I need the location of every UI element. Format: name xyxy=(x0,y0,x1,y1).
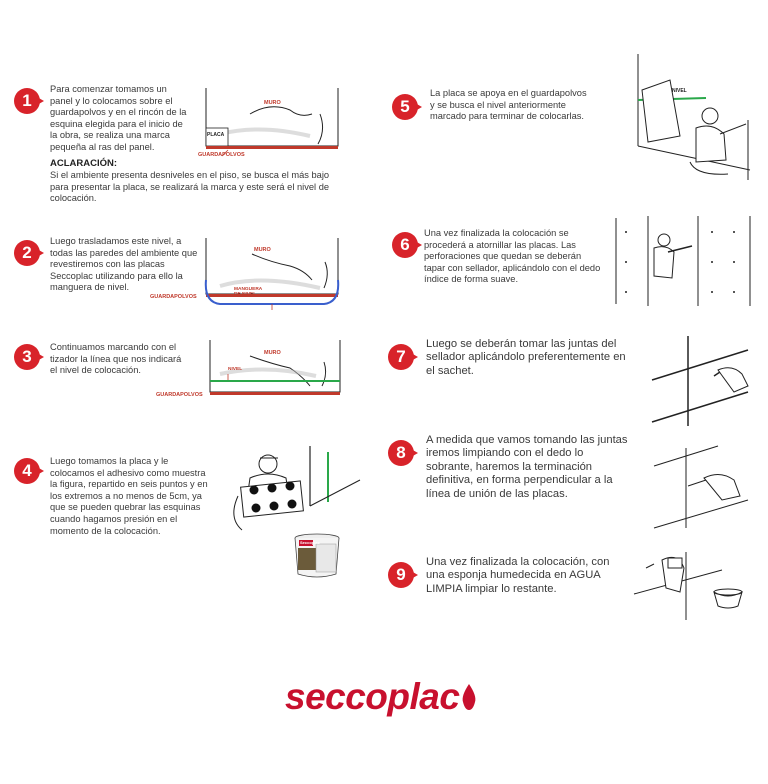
logo-drop-icon xyxy=(459,682,479,712)
illustration-sponge-cleaning xyxy=(632,548,752,624)
step-text: Luego se deberán tomar las juntas del sellador aplicándolo preferentemente en el sachet. xyxy=(426,338,626,377)
step-number-badge: 7 xyxy=(388,344,414,370)
step-text: Luego tomamos la placa y le colocamos el adhesivo como muestra la figura, repartido en seis puntos y en los extremos a no menos de 5cm, ya que se pueden quebrar las esquinas cuando hagamos presión en el momento de la colocación. xyxy=(50,456,208,536)
step-text: Luego trasladamos este nivel, a todas las paredes del ambiente que revestiremos con las placas Seccoplac utilizando para ello la manguera de nivel. xyxy=(50,236,198,293)
note-title: ACLARACIÓN: xyxy=(50,158,118,169)
illustration-wall-hose xyxy=(200,234,345,314)
label-muro: MURO xyxy=(264,100,281,106)
seccoplac-logo xyxy=(285,676,485,722)
illustration-wall-level xyxy=(206,336,346,398)
step-number-badge: 1 xyxy=(14,88,40,114)
label-guardapolvos: GUARDAPOLVOS xyxy=(156,392,203,398)
step-number-badge: 9 xyxy=(388,562,414,588)
step-text: Una vez finalizada la colocación se procederá a atornillar las placas. Las perforaciones que quedan se deberán tapar con sellador, aplicándolo con el dedo índice de forma suave. xyxy=(424,228,601,285)
illustration-adhesive-worker xyxy=(220,440,370,590)
label-guardapolvos: GUARDAPOLVOS xyxy=(198,152,245,158)
step-text: La placa se apoya en el guardapolvos y se busca el nivel anteriormente marcado para terminar de colocarlas. xyxy=(430,88,587,122)
label-muro: MURO xyxy=(254,247,271,253)
bucket-label: Seccoplac xyxy=(300,540,320,545)
illustration-screwing xyxy=(612,212,762,308)
step-number-badge: 3 xyxy=(14,344,40,370)
note-text: Si el ambiente presenta desniveles en el piso, se busca el más bajo para presentar la placa, se realizará la marca y este será el nivel de colocación. xyxy=(50,170,330,204)
logo-text: seccoplac xyxy=(285,676,460,717)
label-muro: MURO xyxy=(264,350,281,356)
step-number-badge: 2 xyxy=(14,240,40,266)
step-number-badge: 8 xyxy=(388,440,414,466)
step-number-badge: 4 xyxy=(14,458,40,484)
label-nivel: NIVEL xyxy=(228,367,243,372)
step-text: Para comenzar tomamos un panel y lo colocamos sobre el guardapolvos y en el rincón de la esquina elegida para el inicio de la obra, se realiza una marca pequeña al ras del panel. xyxy=(50,84,187,152)
illustration-joint-sealing xyxy=(648,330,758,432)
step-number-badge: 6 xyxy=(392,232,418,258)
illustration-placement-worker xyxy=(600,50,760,185)
label-manguera: MANGUERA DE NIVEL xyxy=(234,287,263,297)
step-text: A medida que vamos tomando las juntas iremos limpiando con el dedo lo sobrante, haremos la terminación definitiva, en forma perpendicular a la línea de unión de las placas. xyxy=(426,434,628,500)
label-placa: PLACA xyxy=(207,132,225,138)
step-number-badge: 5 xyxy=(392,94,418,120)
step-text: Una vez finalizada la colocación, con una esponja humedecida en AGUA LIMPIA limpiar lo restante. xyxy=(426,556,610,595)
label-nivel: NIVEL xyxy=(672,88,687,94)
step-text: Continuamos marcando con el tizador la línea que nos indicará el nivel de colocación. xyxy=(50,342,182,376)
label-guardapolvos: GUARDAPOLVOS xyxy=(150,294,197,300)
illustration-finishing xyxy=(648,440,758,532)
